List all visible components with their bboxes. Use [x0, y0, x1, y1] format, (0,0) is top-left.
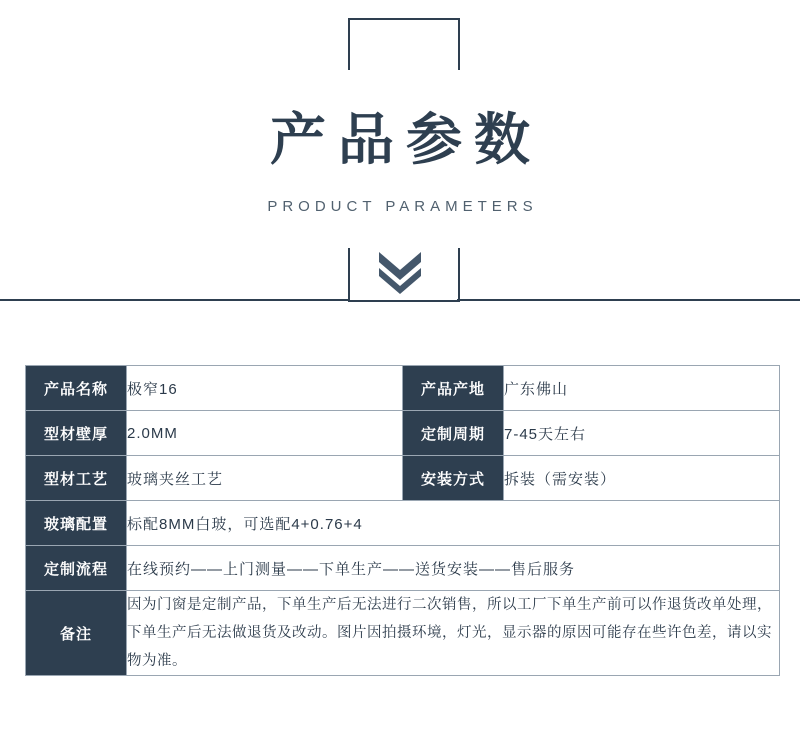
- page-subtitle: PRODUCT PARAMETERS: [267, 198, 538, 215]
- page-title: 产品参数: [270, 108, 542, 171]
- row-label-lead-time: 定制周期: [403, 411, 504, 456]
- row-value-wall-thickness: 2.0MM: [127, 411, 403, 456]
- row-label-note: 备注: [26, 591, 127, 676]
- row-value-glass-config: 标配8MM白玻，可选配4+0.76+4: [127, 501, 780, 546]
- table-row: [26, 366, 780, 411]
- divider-line-right: [457, 299, 800, 301]
- double-chevron-down-icon: [0, 250, 800, 294]
- row-value-custom-flow: 在线预约——上门测量——下单生产——送货安装——售后服务: [127, 546, 780, 591]
- row-label-wall-thickness: 型材壁厚: [26, 411, 127, 456]
- row-label-custom-flow: 定制流程: [26, 546, 127, 591]
- spec-table-container: [25, 365, 775, 676]
- spec-table: [25, 365, 780, 676]
- decorative-bracket-top-right: [398, 18, 460, 70]
- table-row: [26, 501, 780, 546]
- table-row: [26, 411, 780, 456]
- row-value-process: 玻璃夹丝工艺: [127, 456, 403, 501]
- row-value-origin: 广东佛山: [504, 366, 780, 411]
- row-value-lead-time: 7-45天左右: [504, 411, 780, 456]
- row-value-product-name: 极窄16: [127, 366, 403, 411]
- row-value-note: 因为门窗是定制产品，下单生产后无法进行二次销售，所以工厂下单生产前可以作退货改单处理，下单生产后无法做退货及改动。图片因拍摄环境，灯光，显示器的原因可能存在些许色差，请以实物为准。: [127, 591, 780, 676]
- divider-line-left: [0, 299, 348, 301]
- table-row: [26, 456, 780, 501]
- row-label-process: 型材工艺: [26, 456, 127, 501]
- page-header: [0, 0, 800, 330]
- table-row: [26, 546, 780, 591]
- row-label-glass-config: 玻璃配置: [26, 501, 127, 546]
- row-label-installation: 安装方式: [403, 456, 504, 501]
- row-label-origin: 产品产地: [403, 366, 504, 411]
- row-value-installation: 拆装（需安装）: [504, 456, 780, 501]
- table-row: [26, 591, 780, 676]
- row-label-product-name: 产品名称: [26, 366, 127, 411]
